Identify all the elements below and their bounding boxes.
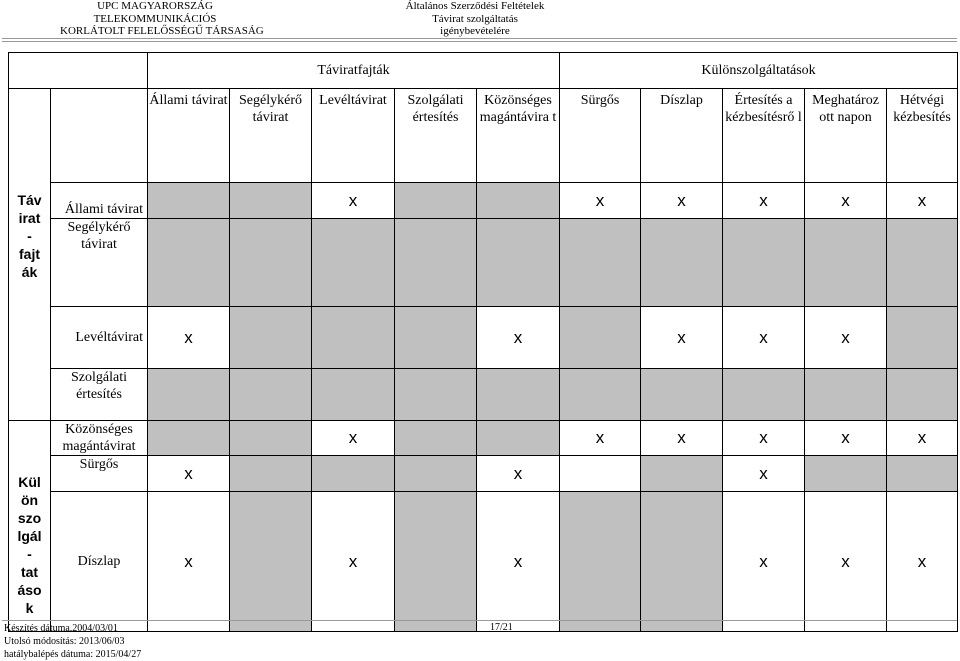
cell-mark <box>887 219 958 307</box>
cell-mark: x <box>312 492 395 632</box>
cell-mark <box>723 219 805 307</box>
cell-mark: x <box>312 421 395 456</box>
row-label: Levéltávirat <box>51 307 148 369</box>
cell-mark <box>805 219 887 307</box>
row-label: Sürgős <box>51 456 148 492</box>
cell-mark: x <box>805 183 887 219</box>
table-row <box>9 492 958 632</box>
cell-mark <box>230 307 312 369</box>
cell-mark: x <box>148 456 230 492</box>
cell-mark <box>560 369 641 421</box>
footer-created: Készítés dátuma.2004/03/01 <box>4 623 118 634</box>
column-header-1: Állami távirat <box>148 89 230 183</box>
cell-mark <box>887 369 958 421</box>
side-label-special-services: Kül ön szo lgál - tat áso k <box>17 474 42 616</box>
cell-mark: x <box>723 421 805 456</box>
cell-mark: x <box>477 456 560 492</box>
cell-mark <box>312 219 395 307</box>
column-header-3: Levéltávirat <box>312 89 395 183</box>
cell-mark: x <box>560 421 641 456</box>
company-header <box>60 0 264 38</box>
column-header-9: Meghatároz ott napon <box>805 89 887 183</box>
cell-mark <box>230 456 312 492</box>
cell-mark: x <box>887 183 958 219</box>
row-label: Állami távirat <box>51 183 148 219</box>
row-label: Segélykérő távirat <box>51 219 148 307</box>
cell-mark <box>230 421 312 456</box>
page-number: 17/21 <box>490 622 513 633</box>
cell-mark: x <box>805 492 887 632</box>
table-row <box>9 183 958 219</box>
cell-mark <box>723 369 805 421</box>
cell-mark: x <box>641 307 723 369</box>
cell-mark: x <box>477 307 560 369</box>
cell-mark <box>477 219 560 307</box>
cell-mark <box>230 183 312 219</box>
cell-mark <box>312 369 395 421</box>
group-header-special-services: Különszolgáltatások <box>560 53 958 89</box>
company-line-3: KORLÁTOLT FELELŐSSÉGŰ TÁRSASÁG <box>60 25 264 37</box>
cell-mark <box>148 369 230 421</box>
cell-mark: x <box>148 492 230 632</box>
row-label: Szolgálati értesítés <box>51 369 148 421</box>
cell-mark: x <box>148 307 230 369</box>
row-label: Díszlap <box>51 492 148 632</box>
table-row <box>9 369 958 421</box>
cell-mark <box>395 219 477 307</box>
cell-mark <box>395 421 477 456</box>
cell-mark <box>395 492 477 632</box>
cell-mark: x <box>723 456 805 492</box>
footer-modified: Utolsó módosítás: 2013/06/03 <box>4 636 125 647</box>
document-line-3: igénybevételére <box>440 25 510 37</box>
table-row <box>9 421 958 456</box>
column-header-7: Díszlap <box>641 89 723 183</box>
cell-mark <box>148 219 230 307</box>
cell-mark: x <box>723 183 805 219</box>
column-header-8: Értesítés a kézbesítésrő l <box>723 89 805 183</box>
cell-mark: x <box>723 307 805 369</box>
cell-mark: x <box>641 421 723 456</box>
cell-mark <box>805 369 887 421</box>
cell-mark <box>887 307 958 369</box>
cell-mark: x <box>805 307 887 369</box>
table-row <box>9 307 958 369</box>
column-header-2: Segélykérő távirat <box>230 89 312 183</box>
document-line-1: Általános Szerződési Feltételek <box>405 0 545 12</box>
column-header-4: Szolgálati értesítés <box>395 89 477 183</box>
cell-mark <box>395 369 477 421</box>
cell-mark <box>148 421 230 456</box>
cell-mark <box>641 219 723 307</box>
cell-mark: x <box>477 492 560 632</box>
column-header-10: Hétvégi kézbesítés <box>887 89 958 183</box>
cell-mark <box>641 456 723 492</box>
header-rule <box>2 38 957 39</box>
cell-mark <box>887 456 958 492</box>
column-header-6: Sürgős <box>560 89 641 183</box>
cell-mark <box>560 219 641 307</box>
table-row <box>9 456 958 492</box>
company-line-2: TELEKOMMUNIKÁCIÓS <box>93 12 217 25</box>
footer-effective: hatálybalépés dátuma: 2015/04/27 <box>4 649 142 660</box>
cell-mark <box>641 492 723 632</box>
footer-meta <box>4 622 141 661</box>
cell-mark <box>230 219 312 307</box>
cell-mark: x <box>560 183 641 219</box>
row-label: Közönséges magántávirat <box>51 421 148 456</box>
cell-mark <box>230 369 312 421</box>
table-row <box>9 219 958 307</box>
cell-mark <box>560 456 641 492</box>
cell-mark <box>395 456 477 492</box>
cell-mark <box>230 492 312 632</box>
cell-mark <box>477 369 560 421</box>
cell-mark <box>148 183 230 219</box>
cell-mark <box>477 421 560 456</box>
cell-mark <box>560 307 641 369</box>
cell-mark: x <box>887 492 958 632</box>
compatibility-table <box>8 52 958 632</box>
footer-rule <box>2 620 957 621</box>
header-rule-2 <box>2 41 957 42</box>
column-header-5: Közönséges magántávira t <box>477 89 560 183</box>
side-label-telegram-types: Táv irat - fajt ák <box>17 192 42 280</box>
group-header-telegram-types: Táviratfajták <box>148 53 560 89</box>
cell-mark <box>477 183 560 219</box>
cell-mark <box>312 307 395 369</box>
cell-mark: x <box>641 183 723 219</box>
cell-mark <box>395 307 477 369</box>
cell-mark: x <box>887 421 958 456</box>
cell-mark: x <box>723 492 805 632</box>
company-line-1: UPC MAGYARORSZÁG <box>97 0 213 12</box>
cell-mark: x <box>805 421 887 456</box>
cell-mark <box>641 369 723 421</box>
cell-mark <box>805 456 887 492</box>
document-header <box>355 0 595 38</box>
cell-mark <box>395 183 477 219</box>
cell-mark: x <box>312 183 395 219</box>
document-line-2: Távirat szolgáltatás <box>432 12 518 25</box>
corner-cell <box>9 53 148 89</box>
cell-mark <box>312 456 395 492</box>
row-label-corner <box>51 89 148 183</box>
cell-mark <box>560 492 641 632</box>
